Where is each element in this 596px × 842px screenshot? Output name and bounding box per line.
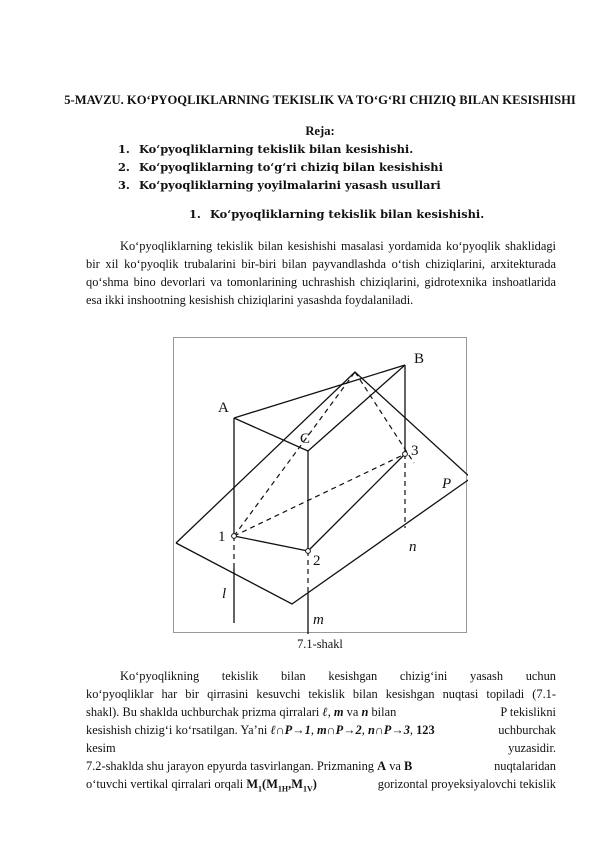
method-paragraph bbox=[86, 667, 556, 798]
edge-a-c bbox=[234, 418, 311, 451]
section-1-2 bbox=[234, 536, 308, 551]
section-number: 1. bbox=[189, 207, 201, 221]
label-1: 1 bbox=[218, 529, 226, 545]
label-n: n bbox=[409, 539, 417, 555]
para-line bbox=[86, 721, 556, 739]
plan-item-number: 1. bbox=[118, 142, 130, 156]
label-a: A bbox=[218, 400, 229, 416]
point-a-ref: A bbox=[377, 759, 387, 773]
intersection-expr-1: ℓ∩P→1 bbox=[270, 723, 311, 737]
label-p: P bbox=[442, 476, 452, 492]
section-title: Ko‘pyoqliklarning tekislik bilan kesishishi. bbox=[210, 207, 485, 221]
text-run: 7.2-shaklda shu jarayon epyurda tasvirlangan. Prizmaning bbox=[86, 759, 375, 773]
section-1-3-hidden bbox=[234, 454, 405, 536]
hidden-plane-edge bbox=[234, 372, 355, 536]
intro-paragraph: Ko‘pyoqliklarning tekislik bilan kesishishi masalasi yordamida ko‘pyoqlik shaklidagi bir xil ko‘pyoqlik trubalarini bir-biri bilan payvandlashda o‘tish chiziqlarini, arxitekturada qo‘shma bino devorlari va tomonlarining uchrashish chiziqlarini, gidrotexnika inshoatlarida esa ikki inshootning kesishish chiziqlarini yasashda foydalaniladi. bbox=[86, 239, 556, 307]
para-line-segment: gorizontal proyeksiyalovchi tekislik bbox=[377, 777, 556, 791]
edge-symbol-m: m bbox=[333, 705, 344, 719]
plan-list bbox=[118, 140, 443, 194]
plan-item bbox=[118, 140, 443, 158]
subscript: 1V bbox=[302, 784, 313, 794]
label-3: 3 bbox=[411, 443, 419, 459]
text-run: kesishish chizig‘i ko‘rsatilgan. Ya’ni bbox=[86, 723, 268, 737]
para-line bbox=[86, 703, 556, 721]
para-line-segment: nuqtalaridan bbox=[494, 759, 556, 773]
label-l: l bbox=[222, 586, 227, 602]
text-run: shakl). Bu shaklda uchburchak prizma qirralari bbox=[86, 705, 320, 719]
text-run: va bbox=[346, 705, 359, 719]
label-2: 2 bbox=[313, 553, 321, 569]
plan-item-text: Ko‘pyoqliklarning to‘g‘ri chiziq bilan kesishishi bbox=[139, 160, 443, 174]
plan-item bbox=[118, 176, 443, 194]
para-line bbox=[86, 775, 556, 798]
label-c: C bbox=[300, 431, 311, 447]
plan-item bbox=[118, 158, 443, 176]
text-run: M bbox=[291, 777, 303, 791]
section-2-3 bbox=[308, 454, 405, 551]
para-line-segment bbox=[86, 703, 396, 721]
para-line: ko‘pyoqliklar har bir qirrasini kesuvchi tekislik bilan kesishgan nuqtasi topiladi (7.1- bbox=[86, 687, 556, 701]
plan-item-number: 3. bbox=[118, 178, 130, 192]
intersection-expr-2: m∩P→2 bbox=[317, 723, 362, 737]
plan-item-text: Ko‘pyoqliklarning yoyilmalarini yasash usullari bbox=[139, 178, 441, 192]
edge-symbol-n: n bbox=[361, 705, 369, 719]
para-line-segment bbox=[86, 757, 412, 775]
text-run: va bbox=[389, 759, 401, 773]
triangle-label: 123 bbox=[416, 723, 435, 737]
para-line-segment: kesim bbox=[86, 741, 116, 755]
label-m: m bbox=[313, 612, 324, 628]
para-line-segment: yuzasidir. bbox=[508, 741, 556, 755]
plan-item-text: Ko‘pyoqliklarning tekislik bilan kesishishi. bbox=[139, 142, 414, 156]
figure-7-1 bbox=[173, 337, 467, 633]
point-1 bbox=[232, 534, 237, 539]
text-run: o‘tuvchi vertikal qirralari orqali bbox=[86, 777, 244, 791]
point-2 bbox=[306, 549, 311, 554]
plan-item-number: 2. bbox=[118, 160, 130, 174]
subscript: 1 bbox=[258, 784, 263, 794]
para-line bbox=[86, 757, 556, 775]
para-line-segment bbox=[86, 775, 317, 798]
plan-heading: Reja: bbox=[305, 124, 335, 138]
text-run: , bbox=[327, 705, 331, 719]
point-3 bbox=[403, 452, 408, 457]
edge-symbol-l: ℓ bbox=[322, 705, 328, 719]
para-line-segment: kesishish chizig‘i ko‘rsatilgan. Ya’ni ℓ∩P→1, m∩P→2, n∩P→3, 123 bbox=[86, 723, 435, 737]
section-heading bbox=[189, 206, 484, 222]
text-run: bilan bbox=[371, 705, 397, 719]
prism-plane-diagram bbox=[174, 338, 468, 634]
label-b: B bbox=[414, 351, 425, 367]
intersection-expr-3: n∩P→3 bbox=[367, 723, 410, 737]
para-line-segment: uchburchak bbox=[498, 723, 556, 737]
subscript: 1H bbox=[277, 784, 289, 794]
para-line: Ko‘pyoqlikning tekislik bilan kesishgan chizig‘ini yasash uchun bbox=[120, 669, 556, 683]
page-title: 5-MAVZU. KO‘PYOQLIKLARNING TEKISLIK VA TO‘G‘RI CHIZIQ BILAN KESISHISHI bbox=[64, 93, 576, 107]
figure-caption: 7.1-shakl bbox=[297, 637, 343, 651]
text-run: M bbox=[246, 777, 259, 791]
point-b-ref: B bbox=[404, 759, 413, 773]
para-line-segment: P tekislikni bbox=[500, 705, 556, 719]
text-run: M bbox=[266, 777, 278, 791]
plane-m1-ref: $M_1(M_{1H},M_{1V})$ bbox=[246, 777, 317, 794]
edge-c-b bbox=[308, 365, 405, 451]
para-line bbox=[86, 739, 556, 757]
